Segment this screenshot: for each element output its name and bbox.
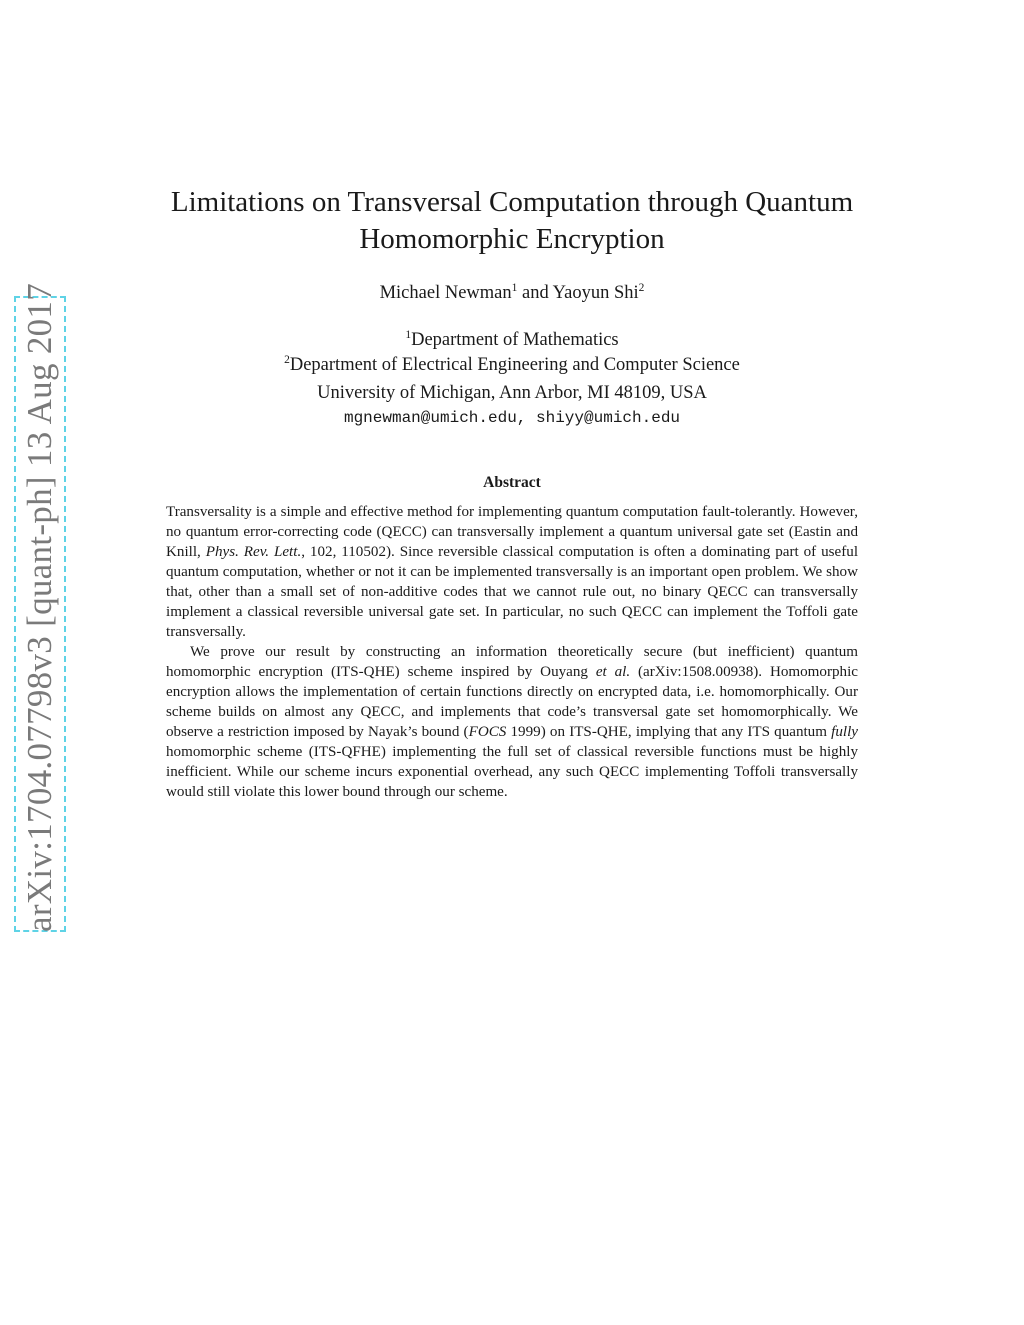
- affiliation-1: [150, 328, 874, 353]
- author-list: [150, 283, 874, 304]
- affiliation-2-text: Department of Electrical Engineering and Computer Science: [289, 354, 740, 375]
- abstract-paragraph-2: [166, 642, 858, 802]
- author-2-affiliation-mark: 2: [638, 281, 645, 294]
- abstract-p2-text-a: We prove our result by constructing an information theoretically secure (but inefficient) quantum homomorphic encryption (ITS-QHE) scheme inspired by Ouyang: [166, 644, 858, 680]
- arxiv-identifier: arXiv:1704.07798v3 [quant-ph] 13 Aug 2017: [20, 282, 59, 932]
- paper-title: [150, 184, 874, 258]
- abstract-paragraph-1: [166, 502, 858, 642]
- fully-emphasis: fully: [831, 724, 858, 740]
- abstract-p2-text-c: 1999) on ITS-QHE, implying that any ITS quantum: [506, 724, 832, 740]
- focs-citation: FOCS: [468, 724, 507, 740]
- affiliation-1-text: Department of Mathematics: [411, 330, 619, 350]
- journal-citation: Phys. Rev. Lett.: [205, 544, 302, 560]
- abstract-heading: Abstract: [483, 474, 541, 491]
- affiliation-2-mark: 2: [284, 353, 290, 366]
- author-1-name: Michael Newman: [379, 283, 512, 303]
- abstract-p2-text-b: (arXiv:1508.00938). Homomorphic encryption allows the implementation of certain functions directly on encrypted data, i.e. homomorphically. Our scheme builds on almost any QECC, and implements that code’s transversal gate set homomorphically. We observe a restriction imposed by Nayak’s bound (: [166, 664, 858, 740]
- affiliation-2: [150, 353, 874, 378]
- title-line-1: Limitations on Transversal Computation through Quantum: [170, 186, 854, 218]
- institution: University of Michigan, Ann Arbor, MI 48109, USA: [317, 383, 707, 403]
- author-1-affiliation-mark: 1: [511, 281, 518, 294]
- arxiv-stamp: [14, 282, 66, 932]
- abstract-p2-text-d: homomorphic scheme (ITS-QFHE) implementing the full set of classical reversible functions must be highly inefficient. While our scheme incurs exponential overhead, any such QECC implementing Toffoli transversally would still violate this lower bound through our scheme.: [166, 744, 858, 800]
- abstract-body: [166, 502, 858, 802]
- et-al: et al.: [595, 664, 631, 680]
- author-2-name: Yaoyun Shi: [552, 283, 639, 303]
- abstract-p1-text-b: , 102, 110502). Since reversible classical computation is often a dominating part of useful quantum computation, whether or not it can be implemented transversally is an important open problem. We show that, other than a small set of non-additive codes that we cannot rule out, no binary QECC can transversally implement a classical reversible universal gate set. In particular, no such QECC can implement the Toffoli gate transversally.: [166, 544, 859, 640]
- affiliations: [150, 328, 874, 430]
- affiliation-1-mark: 1: [405, 328, 412, 341]
- title-line-2: Homomorphic Encryption: [359, 223, 665, 255]
- author-emails: mgnewman@umich.edu, shiyy@umich.edu: [343, 408, 681, 427]
- abstract-p1-text-a: Transversality is a simple and effective method for implementing quantum computation fault-tolerantly. However, no quantum error-correcting code (QECC) can transversally implement a quantum universal gate set (Eastin and Knill,: [166, 504, 858, 560]
- author-connector: and: [517, 283, 553, 303]
